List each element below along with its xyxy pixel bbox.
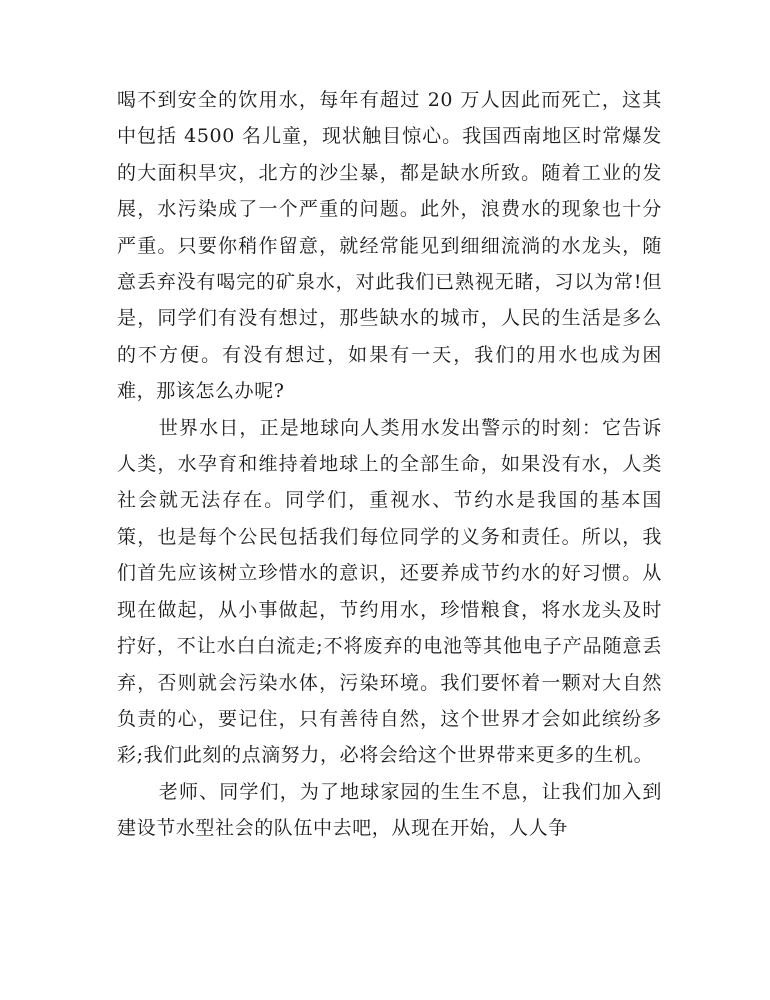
paragraph-1: 喝不到安全的饮用水，每年有超过 20 万人因此而死亡，这其中包括 4500 名儿童，现状触目惊心。我国西南地区时常爆发的大面积旱灾，北方的沙尘暴，都是缺水所致。随着工业的发展，水污染成了一个严重的问题。此外，浪费水的现象也十分严重。只要你稍作留意，就经常能见到细细流淌的水龙头，随意丢弃没有喝完的矿泉水，对此我们已熟视无睹，习以为常!但是，同学们有没有想过，那些缺水的城市，人民的生活是多么的不方便。有没有想过，如果有一天，我们的用水也成为困难，那该怎么办呢? [117, 89, 662, 403]
paragraph-2: 世界水日，正是地球向人类用水发出警示的时刻：它告诉人类，水孕育和维持着地球上的全部生命，如果没有水，人类社会就无法存在。同学们，重视水、节约水是我国的基本国策，也是每个公民包括我们每位同学的义务和责任。所以，我们首先应该树立珍惜水的意识，还要养成节约水的好习惯。从现在做起，从小事做起，节约用水，珍惜粮食，将水龙头及时拧好，不让水白白流走;不将废弃的电池等其他电子产品随意丢弃，否则就会污染水体，污染环境。我们要怀着一颗对大自然负责的心，要记住，只有善待自然，这个世界才会如此缤纷多彩;我们此刻的点滴努力，必将会给这个世界带来更多的生机。 [117, 416, 662, 767]
document-page [117, 82, 662, 847]
paragraph-3: 老师、同学们，为了地球家园的生生不息，让我们加入到建设节水型社会的队伍中去吧，从现在开始，人人争 [117, 780, 662, 840]
